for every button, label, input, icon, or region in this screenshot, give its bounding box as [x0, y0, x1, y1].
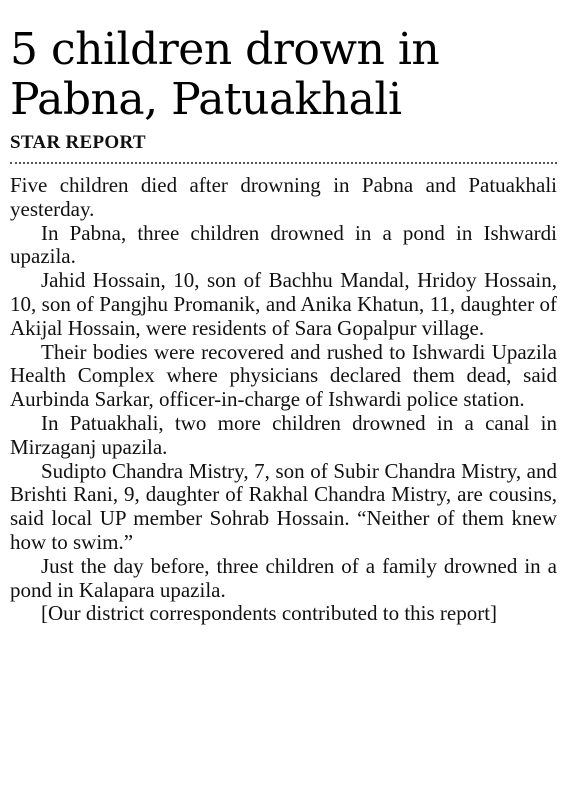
paragraph: Five children died after drowning in Pabna and Patuakhali yesterday. — [10, 173, 557, 221]
paragraph: Their bodies were recovered and rushed to Ishwardi Upazila Health Complex where physicians declared them dead, said Aurbinda Sarkar, officer-in-charge of Ishwardi police station. — [10, 339, 557, 412]
byline: STAR REPORT — [10, 132, 146, 153]
dotted-divider — [10, 162, 557, 164]
paragraph: In Patuakhali, two more children drowned in a canal in Mirzaganj upazila. — [10, 410, 557, 459]
headline-line-2: Pabna, Patuakhali — [10, 74, 402, 125]
article-body — [10, 174, 557, 626]
paragraph: Jahid Hossain, 10, son of Bachhu Mandal, Hridoy Hossain, 10, son of Pangjhu Promanik, and Anika Khatun, 11, daughter of Akijal Hossain, were residents of Sara Gopalpur village. — [10, 268, 557, 340]
news-article — [10, 0, 557, 626]
paragraph: In Pabna, three children drowned in a pond in Ishwardi upazila. — [10, 220, 557, 269]
paragraph: Just the day before, three children of a family drowned in a pond in Kalapara upazila. — [10, 553, 557, 602]
paragraph: [Our district correspondents contributed to this report] — [41, 601, 498, 626]
paragraph: Sudipto Chandra Mistry, 7, son of Subir Chandra Mistry, and Brishti Rani, 9, daughter of Rakhal Chandra Mistry, are cousins, said local UP member Sohrab Hossain. “Neither of them knew how to swim.” — [10, 458, 557, 554]
headline — [10, 25, 557, 125]
headline-line-1: 5 children drown in — [10, 24, 440, 75]
